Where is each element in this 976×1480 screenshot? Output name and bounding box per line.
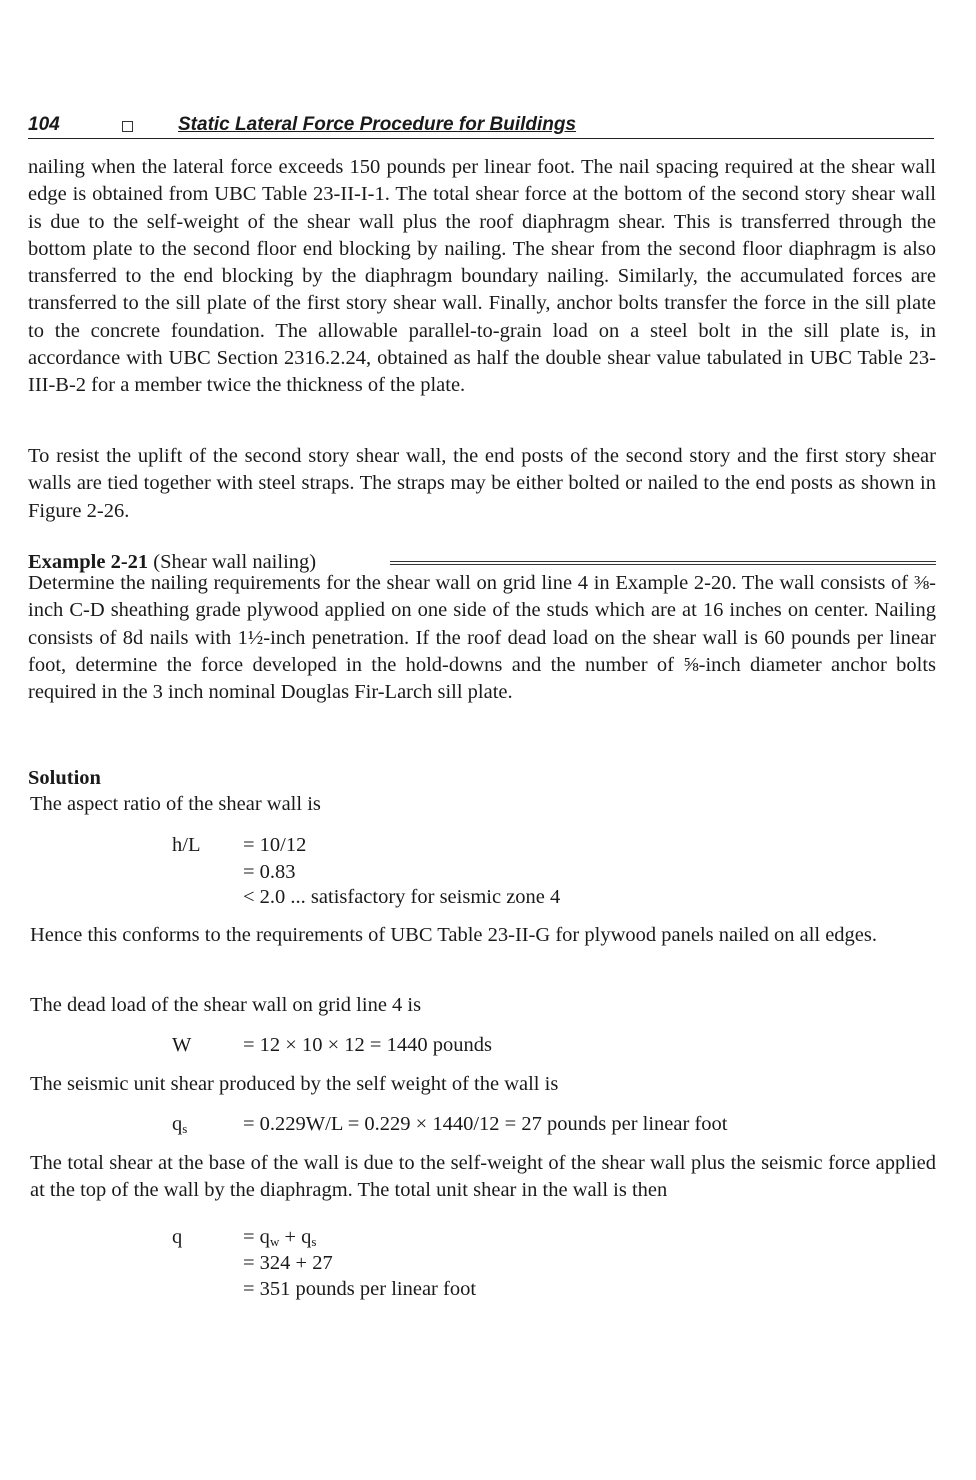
- square-bullet-icon: [122, 121, 133, 132]
- eq-q-line3: = 351 pounds per linear foot: [243, 1278, 477, 1300]
- eq-aspect-line1: = 10/12: [243, 834, 307, 856]
- example-rule: [390, 561, 936, 565]
- paragraph-nailing: nailing when the lateral force exceeds 150 pounds per linear foot. The nail spacing required at the shear wall edge is obtained from UBC Table 23-II-I-1. The total shear force at the bottom of the second story shear wall is due to the self-weight of the shear wall plus the roof diaphragm shear. This is transferred through the bottom plate to the second floor end blocking by nailing. The shear from the second floor diaphragm is also transferred to the end blocking by the diaphragm boundary nailing. Similarly, the accumulated forces are transferred to the sill plate of the first story shear wall. Finally, anchor bolts transfer the force in the sill plate to the concrete foundation. The allowable parallel-to-grain load on a steel bolt in the sill plate is, in accordance with UBC Section 2316.2.24, obtained as half the double shear value tabulated in UBC Table 23-III-B-2 for a member twice the thickness of the plate.: [28, 156, 936, 397]
- eq-aspect-symbol: h/L: [172, 834, 201, 856]
- chapter-title: Static Lateral Force Procedure for Buildings: [178, 114, 577, 135]
- example-number: Example 2-21: [28, 551, 149, 573]
- running-header: [28, 112, 934, 139]
- seismic-intro: The seismic unit shear produced by the self weight of the wall is: [30, 1073, 559, 1095]
- example-text: Determine the nailing requirements for the shear wall on grid line 4 in Example 2-20. The wall consists of ⅜-inch C-D sheathing grade plywood applied on one side of the studs which are at 16 inches on center. Nailing consists of 8d nails with 1½-inch penetration. If the roof dead load on the shear wall is 60 pounds per linear foot, determine the force developed in the hold-downs and the number of ⅝-inch diameter anchor bolts required in the 3 inch nominal Douglas Fir-Larch sill plate.: [28, 572, 936, 704]
- dead-load-intro: The dead load of the shear wall on grid line 4 is: [30, 994, 422, 1016]
- paragraph-conforms: Hence this conforms to the requirements of UBC Table 23-II-G for plywood panels nailed on all edges.: [30, 924, 878, 946]
- eq-q-line1: = $q_w + q_s$: [243, 1226, 317, 1249]
- eq-qs-symbol: $q_s$: [172, 1113, 188, 1136]
- paragraph-total-shear: The total shear at the base of the wall is due to the self-weight of the shear wall plus the seismic force applied at the top of the wall by the diaphragm. The total unit shear in the wall is then: [30, 1152, 936, 1202]
- eq-aspect-line2: = 0.83: [243, 861, 296, 883]
- solution-heading: Solution: [28, 767, 101, 789]
- eq-qs-rhs: = 0.229W/L = 0.229 × 1440/12 = 27 pounds per linear foot: [243, 1113, 728, 1135]
- solution-intro: The aspect ratio of the shear wall is: [30, 793, 321, 815]
- example-title: (Shear wall nailing): [153, 551, 317, 573]
- eq-q-symbol: q: [172, 1226, 183, 1248]
- eq-weight-symbol: W: [172, 1034, 192, 1056]
- paragraph-uplift: To resist the uplift of the second story shear wall, the end posts of the second story and the first story shear walls are tied together with steel straps. The straps may be either bolted or nailed to the end posts as shown in Figure 2-26.: [28, 445, 936, 522]
- page-number: 104: [28, 114, 60, 135]
- eq-q-line2: = 324 + 27: [243, 1252, 333, 1274]
- eq-aspect-line3: < 2.0 ... satisfactory for seismic zone 4: [243, 886, 561, 908]
- eq-weight-rhs: = 12 × 10 × 12 = 1440 pounds: [243, 1034, 492, 1056]
